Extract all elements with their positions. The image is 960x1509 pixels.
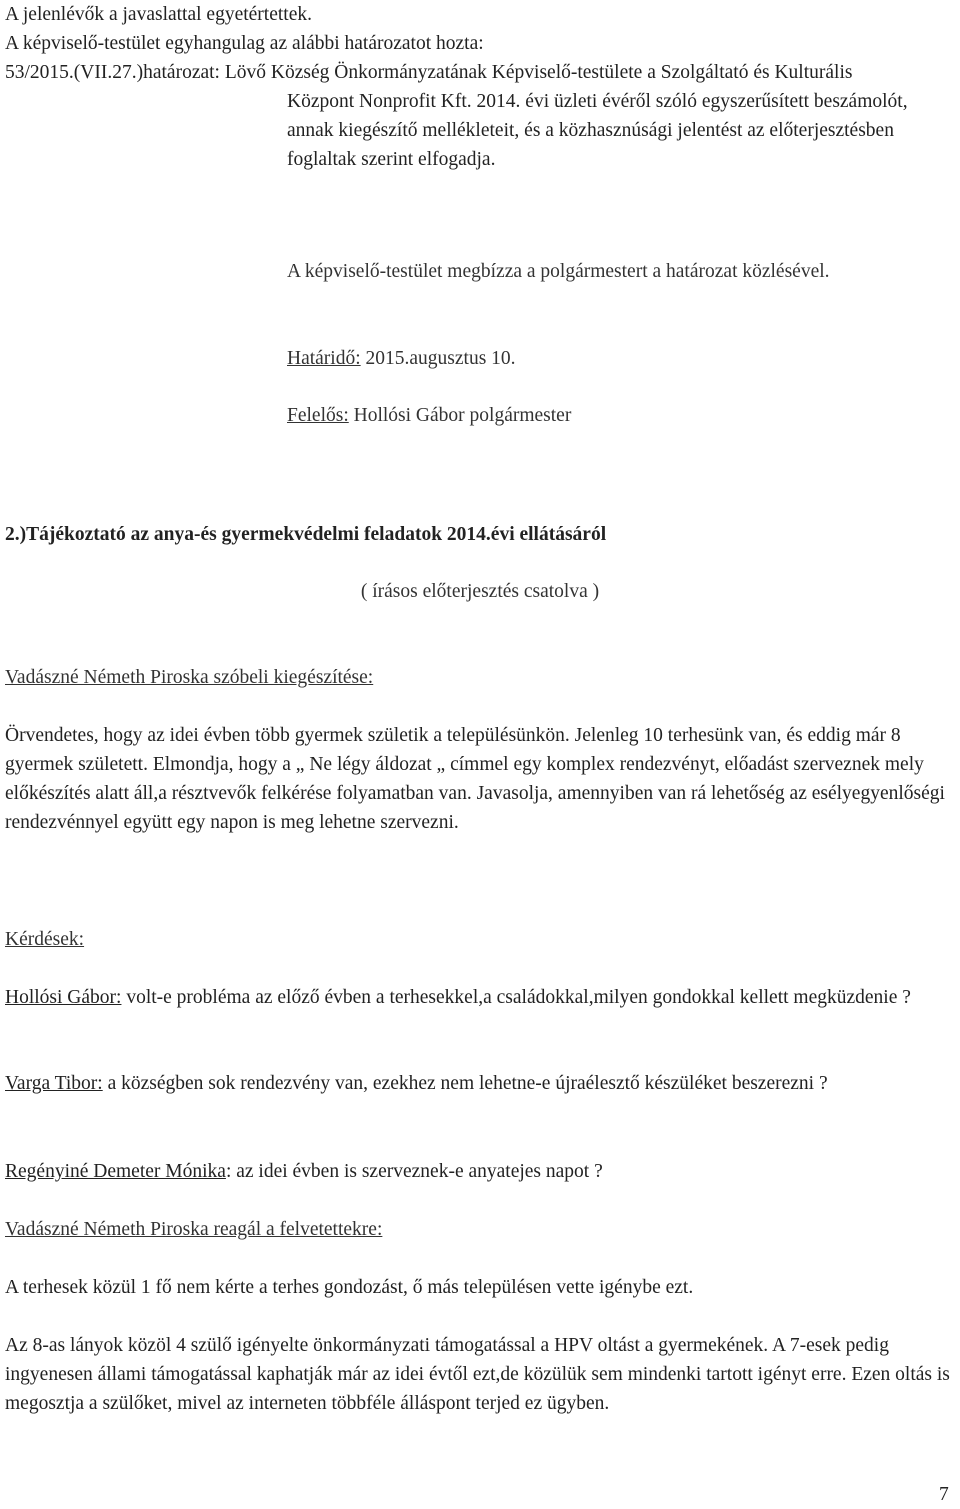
question-2-speaker: Varga Tibor: bbox=[5, 1073, 103, 1094]
attachment-note: ( írásos előterjesztés csatolva ) bbox=[360, 581, 600, 602]
question-1 bbox=[5, 983, 953, 1012]
deadline-label: Határidő: bbox=[287, 348, 361, 369]
response-paragraph-1: A terhesek közül 1 fő nem kérte a terhes gondozást, ő más településen vette igénybe ezt. bbox=[5, 1277, 694, 1298]
supplement-heading: Vadászné Németh Piroska szóbeli kiegészítése: bbox=[5, 667, 374, 688]
resolution-responsible bbox=[287, 401, 907, 430]
question-3-speaker: Regényiné Demeter Mónika bbox=[5, 1161, 226, 1182]
responsible-label: Felelős: bbox=[287, 405, 349, 426]
resolution-number: 53/2015.(VII.27.)határozat: bbox=[5, 62, 220, 83]
question-3 bbox=[5, 1157, 953, 1186]
question-1-text: volt-e probléma az előző évben a terhesekkel,a családokkal,milyen gondokkal kellett megküzdenie ? bbox=[121, 987, 911, 1008]
intro-line-1: A jelenlévők a javaslattal egyetértettek. bbox=[5, 4, 312, 25]
response-heading: Vadászné Németh Piroska reagál a felvetettekre: bbox=[5, 1219, 383, 1240]
deadline-value: 2015.augusztus 10. bbox=[360, 348, 516, 369]
section-2-title: 2.)Tájékoztató az anya-és gyermekvédelmi feladatok 2014.évi ellátásáról bbox=[5, 524, 607, 545]
question-2-text: a községben sok rendezvény van, ezekhez nem lehetne-e újraélesztő készüléket beszerezni ? bbox=[102, 1073, 828, 1094]
intro-line-2: A képviselő-testület egyhangulag az alábbi határozatot hozta: bbox=[5, 33, 484, 54]
page-number: 7 bbox=[939, 1484, 949, 1505]
questions-heading: Kérdések: bbox=[5, 929, 85, 950]
resolution-commission: A képviselő-testület megbízza a polgármestert a határozat közlésével. bbox=[287, 261, 830, 282]
resolution-text bbox=[5, 58, 910, 174]
resolution-body: Lövő Község Önkormányzatának Képviselő-testülete a Szolgáltató és Kulturális Központ Nonprofit Kft. 2014. évi üzleti évéről szóló egyszerűsített beszámolót, annak kiegészítő mellékleteit, és a közhasznúsági jelentést az előterjesztésben foglaltak szerint elfogadja. bbox=[224, 62, 908, 170]
supplement-text: Örvendetes, hogy az idei évben több gyermek születik a településünkön. Jelenleg 10 terhesünk van, és eddig már 8 gyermek született. Elmondja, hogy a „ Ne légy áldozat „ címmel egy komplex rendezvényt, előadást szerveznek mely előkészítés alatt áll,a résztvevők felkérése folyamatban van. Javasolja, amennyiben van rá lehetőség az esélyegyenlőségi rendezvénnyel együtt egy napon is meg lehetne szervezni. bbox=[5, 725, 945, 833]
response-paragraph-2: Az 8-as lányok közöl 4 szülő igényelte önkormányzati támogatással a HPV oltást a gyermekének. A 7-esek pedig ingyenesen állami támogatással kaphatják már az idei évtől ezt,de közülük sem mindenki tartott igényt erre. Ezen oltás is megosztja a szülőket, mivel az interneten többféle álláspont terjed ez ügyben. bbox=[5, 1335, 950, 1414]
resolution-deadline bbox=[287, 344, 907, 373]
question-3-text: : az idei évben is szerveznek-e anyatejes napot ? bbox=[225, 1161, 603, 1182]
question-2 bbox=[5, 1069, 953, 1098]
question-1-speaker: Hollósi Gábor: bbox=[5, 987, 122, 1008]
responsible-value: Hollósi Gábor polgármester bbox=[348, 405, 572, 426]
